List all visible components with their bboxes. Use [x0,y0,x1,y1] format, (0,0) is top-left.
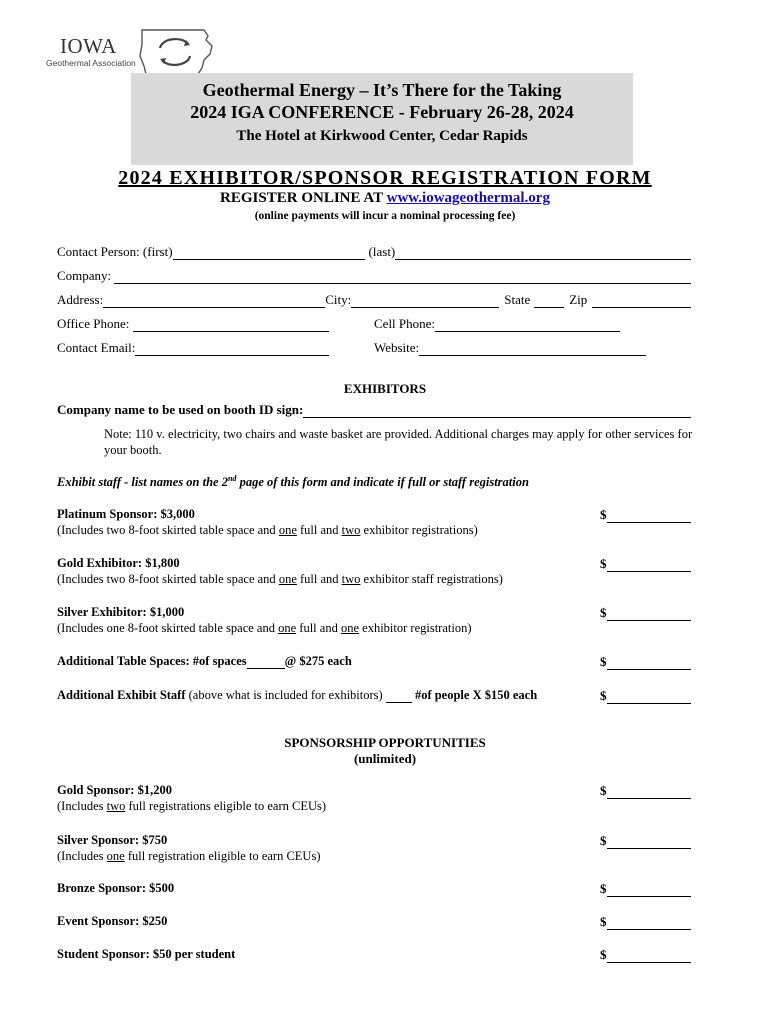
desc-emphasis: one [278,572,297,586]
logo-word: IOWA [60,34,117,58]
state-field[interactable] [534,294,564,308]
amount-line[interactable] [607,607,692,621]
desc-text: full and [296,572,342,586]
desc-text: (Includes two 8-foot skirted table space and [57,572,279,586]
amount-line[interactable] [607,509,692,523]
booth-name-row [57,402,691,418]
email-row [57,340,329,356]
platinum-amount[interactable] [600,507,691,523]
additional-staff-label: Additional Exhibit Staff [57,688,186,702]
desc-text: (Includes one 8-foot skirted table space and [57,621,279,635]
desc-text: (Includes two 8-foot skirted table space and [57,523,279,537]
amount-line[interactable] [607,835,692,849]
dollar-sign: $ [600,654,607,669]
website-link[interactable]: www.iowageothermal.org [386,190,550,206]
additional-tables-price: @ $275 each [284,654,352,668]
website-label: Website: [374,340,420,355]
desc-emphasis: one [340,621,360,635]
dollar-sign: $ [600,783,607,798]
gold-exhibitor-title: Gold Exhibitor: $1,800 [57,556,180,570]
table-spaces-count-field[interactable] [247,655,285,669]
student-sponsor-amount[interactable] [600,947,691,963]
bronze-sponsor-amount[interactable] [600,881,691,897]
sponsorship-heading: SPONSORSHIP OPPORTUNITIES [284,735,486,750]
desc-text: exhibitor staff registrations) [360,572,503,586]
additional-staff-price: #of people X $150 each [411,688,538,702]
register-prefix: REGISTER ONLINE AT [220,190,387,206]
office-phone-row [57,316,329,332]
additional-tables-amount[interactable] [600,654,691,670]
first-name-field[interactable] [173,246,365,260]
silver-exhibitor-amount[interactable] [600,605,691,621]
desc-emphasis: one [278,523,297,537]
desc-text: exhibitor registrations) [360,523,478,537]
dollar-sign: $ [600,833,607,848]
gold-sponsor-title: Gold Sponsor: $1,200 [57,783,172,797]
staff-instruction-pre: Exhibit staff - list names on the 2 [57,475,228,490]
desc-emphasis: two [106,799,126,813]
conference-banner [131,73,633,165]
amount-line[interactable] [607,883,692,897]
banner-tagline: Geothermal Energy – It’s There for the Taking [202,80,562,100]
additional-tables-row [57,654,352,669]
dollar-sign: $ [600,947,607,962]
desc-text: full and [296,523,342,537]
additional-staff-note: (above what is included for exhibitors) [185,688,386,702]
student-sponsor-title: Student Sponsor: $50 per student [57,947,236,961]
amount-line[interactable] [607,949,692,963]
silver-exhibitor-desc [57,621,472,636]
last-name-field[interactable] [395,246,691,260]
cell-phone-label: Cell Phone: [374,316,436,331]
email-field[interactable] [135,342,329,356]
city-field[interactable] [351,294,499,308]
cell-phone-field[interactable] [435,318,620,332]
exhibit-staff-instruction [57,474,697,490]
dollar-sign: $ [600,688,607,703]
company-label: Company: [57,268,112,283]
silver-exhibitor-title: Silver Exhibitor: $1,000 [57,605,185,619]
dollar-sign: $ [600,507,607,522]
event-sponsor-amount[interactable] [600,914,691,930]
desc-emphasis: one [106,849,125,863]
desc-text: (Includes [57,849,107,863]
contact-person-row [57,244,691,260]
dollar-sign: $ [600,556,607,571]
website-field[interactable] [419,342,646,356]
desc-text: full and [296,621,341,635]
office-phone-label: Office Phone: [57,316,130,331]
amount-line[interactable] [607,690,692,704]
office-phone-field[interactable] [133,318,329,332]
amount-line[interactable] [607,785,692,799]
additional-staff-amount[interactable] [600,688,691,704]
form-title: 2024 EXHIBITOR/SPONSOR REGISTRATION FORM [118,167,652,189]
register-online [0,190,770,207]
booth-name-field[interactable] [303,404,691,418]
dollar-sign: $ [600,881,607,896]
city-label: City: [325,292,352,307]
desc-text: (Includes [57,799,107,813]
zip-field[interactable] [592,294,691,308]
logo-subtitle: Geothermal Association [46,58,136,68]
desc-emphasis: one [278,621,297,635]
amount-line[interactable] [607,916,692,930]
staff-instruction-sup: nd [227,474,237,483]
email-label: Contact Email: [57,340,136,355]
company-row [57,268,691,284]
desc-text: full registrations eligible to earn CEUs) [125,799,327,813]
address-field[interactable] [103,294,325,308]
desc-emphasis: two [341,572,361,586]
banner-venue: The Hotel at Kirkwood Center, Cedar Rapids [236,128,528,144]
additional-tables-label: Additional Table Spaces: #of spaces [57,654,247,668]
bronze-sponsor-title: Bronze Sponsor: $500 [57,881,175,895]
event-sponsor-title: Event Sponsor: $250 [57,914,168,928]
website-row [374,340,646,356]
gold-sponsor-amount[interactable] [600,783,691,799]
silver-sponsor-desc [57,849,321,864]
gold-sponsor-desc [57,799,326,814]
amount-line[interactable] [607,656,692,670]
platinum-sponsor-title: Platinum Sponsor: $3,000 [57,507,195,521]
desc-emphasis: two [341,523,361,537]
staff-instruction-post: page of this form and indicate if full or staff registration [236,475,529,490]
first-name-label: Contact Person: (first) [57,244,173,259]
staff-count-field[interactable] [386,689,412,703]
booth-note: Note: 110 v. electricity, two chairs and waste basket are provided. Additional charges may apply for other services for your booth. [104,427,693,457]
additional-staff-row [57,688,537,703]
dollar-sign: $ [600,605,607,620]
platinum-sponsor-desc [57,523,478,538]
gold-exhibitor-amount[interactable] [600,556,691,572]
state-label: State [504,292,531,307]
fee-note: (online payments will incur a nominal processing fee) [254,210,516,222]
exhibitors-heading: EXHIBITORS [343,381,427,396]
silver-sponsor-title: Silver Sponsor: $750 [57,833,168,847]
gold-exhibitor-desc [57,572,503,587]
sponsorship-subheading: (unlimited) [353,751,417,766]
booth-name-label: Company name to be used on booth ID sign: [57,402,304,417]
address-row [57,292,691,308]
silver-sponsor-amount[interactable] [600,833,691,849]
cell-phone-row [374,316,620,332]
banner-conference: 2024 IGA CONFERENCE - February 26-28, 2024 [190,102,574,122]
company-field[interactable] [114,270,691,284]
zip-label: Zip [569,292,588,307]
desc-text: exhibitor registration) [359,621,472,635]
address-label: Address: [57,292,104,307]
amount-line[interactable] [607,558,692,572]
iga-logo [46,26,218,78]
dollar-sign: $ [600,914,607,929]
iowa-state-outline-icon [138,26,218,78]
desc-text: full registration eligible to earn CEUs) [124,849,321,863]
last-name-label: (last) [368,244,396,259]
